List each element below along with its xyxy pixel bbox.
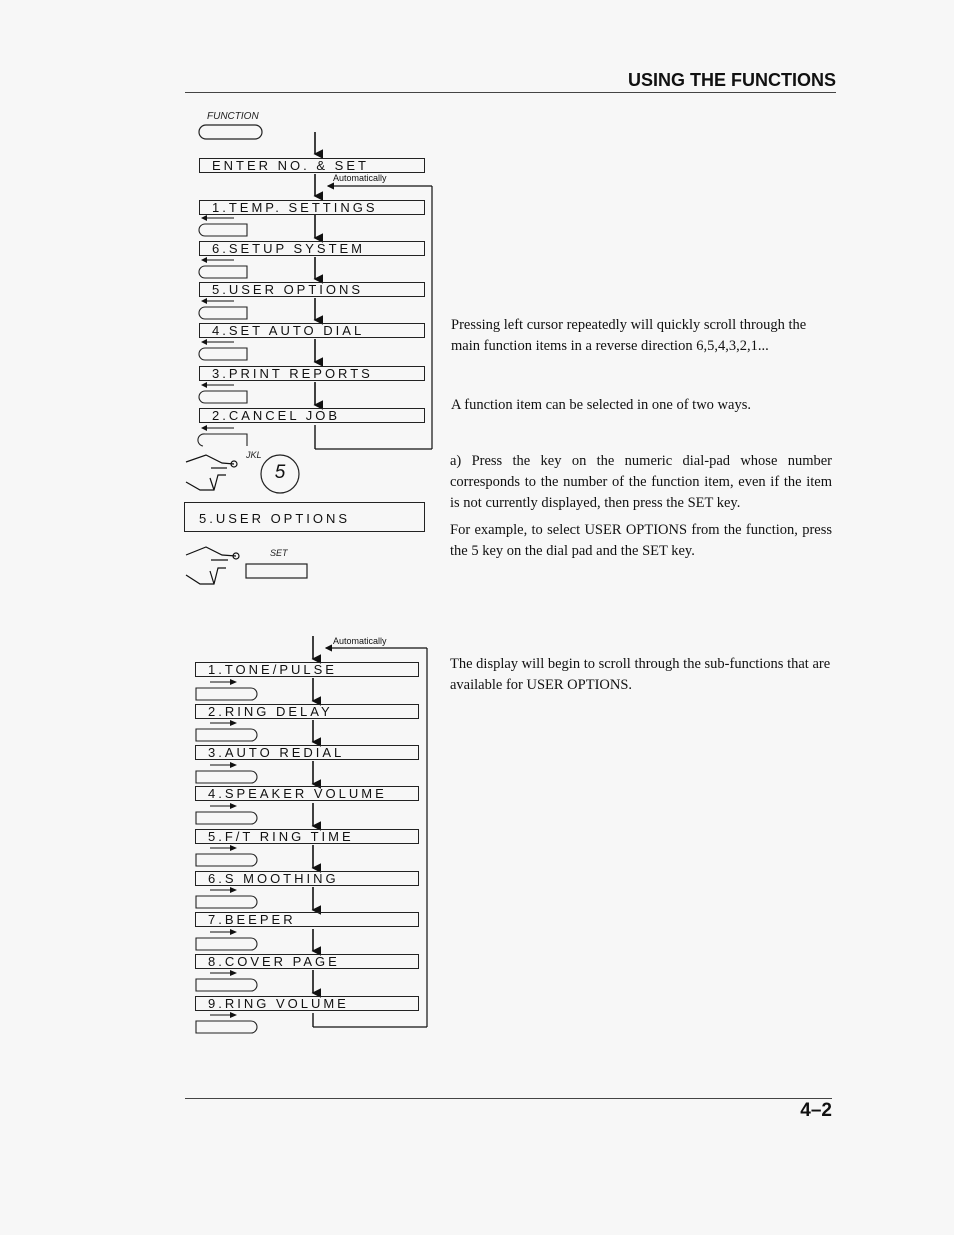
lcd-menu-item: 1.TEMP. SETTINGS [199, 200, 425, 215]
page-number: 4–2 [800, 1100, 832, 1121]
paragraph-sub-functions: The display will begin to scroll through the sub-functions that are available for USER OPTIONS. [450, 656, 831, 693]
footer-rule [185, 1098, 832, 1099]
paragraph-example: For example, to select USER OPTIONS from the function, press the 5 key on the dial pad and the SET key. [450, 522, 832, 559]
key-digit-label: 5 [274, 462, 286, 483]
function-key-label: FUNCTION [207, 111, 259, 122]
lcd-submenu-item: 2.RING DELAY [195, 704, 419, 719]
lcd-submenu-item: 7.BEEPER [195, 912, 419, 927]
right-cursor-key-icon [196, 890, 257, 908]
pointing-hand-icon [186, 455, 237, 490]
lcd-submenu-item: 5.F/T RING TIME [195, 829, 419, 844]
left-cursor-key-icon [199, 342, 247, 360]
lcd-menu-item: 3.PRINT REPORTS [199, 366, 425, 381]
left-cursor-key-icon [199, 218, 247, 236]
page-header-title: USING THE FUNCTIONS [627, 70, 836, 90]
paragraph-select-ways: A function item can be selected in one of two ways. [451, 397, 751, 413]
automatically-label: Automatically [333, 173, 387, 183]
right-cursor-key-icon [196, 848, 257, 866]
left-cursor-key-icon [198, 428, 247, 446]
function-key-icon [199, 125, 262, 139]
lcd-submenu-item: 4.SPEAKER VOLUME [195, 786, 419, 801]
lcd-menu-item: 6.SETUP SYSTEM [199, 241, 425, 256]
right-cursor-key-icon [196, 973, 257, 991]
lcd-submenu-item: 1.TONE/PULSE [195, 662, 419, 677]
lcd-submenu-item: 8.COVER PAGE [195, 954, 419, 969]
lcd-submenu-item: 3.AUTO REDIAL [195, 745, 419, 760]
automatically-label: Automatically [333, 636, 387, 646]
paragraph-dial-pad-method: a) Press the key on the numeric dial-pad whose number corresponds to the number of the function item, even if the item is not currently displayed, then press the SET key. [450, 453, 832, 511]
lcd-submenu-item: 6.S MOOTHING [195, 871, 419, 886]
lcd-menu-item: 4.SET AUTO DIAL [199, 323, 425, 338]
set-key-icon [246, 564, 307, 578]
left-cursor-key-icon [199, 301, 247, 319]
right-cursor-key-icon [196, 1015, 257, 1033]
pointing-hand-icon [186, 547, 239, 584]
lcd-menu-item: 5.USER OPTIONS [199, 282, 425, 297]
right-cursor-steps [196, 678, 313, 1033]
right-cursor-key-icon [196, 806, 257, 824]
lcd-result-display: 5.USER OPTIONS [184, 502, 425, 532]
paragraph-scroll-reverse: Pressing left cursor repeatedly will quickly scroll through the main function items in a reverse direction 6,5,4,3,2,1... [451, 317, 807, 354]
lcd-submenu-item: 9.RING VOLUME [195, 996, 419, 1011]
left-cursor-key-icon [199, 385, 247, 403]
right-cursor-key-icon [196, 765, 257, 783]
key-letters-label: JKL [246, 450, 262, 460]
right-cursor-key-icon [196, 723, 257, 741]
right-cursor-key-icon [196, 932, 257, 950]
lcd-enter-no-set: ENTER NO. & SET [199, 158, 425, 173]
left-cursor-key-icon [199, 260, 247, 278]
lcd-menu-item: 2.CANCEL JOB [199, 408, 425, 423]
set-key-label: SET [270, 548, 288, 558]
right-cursor-key-icon [196, 682, 257, 700]
